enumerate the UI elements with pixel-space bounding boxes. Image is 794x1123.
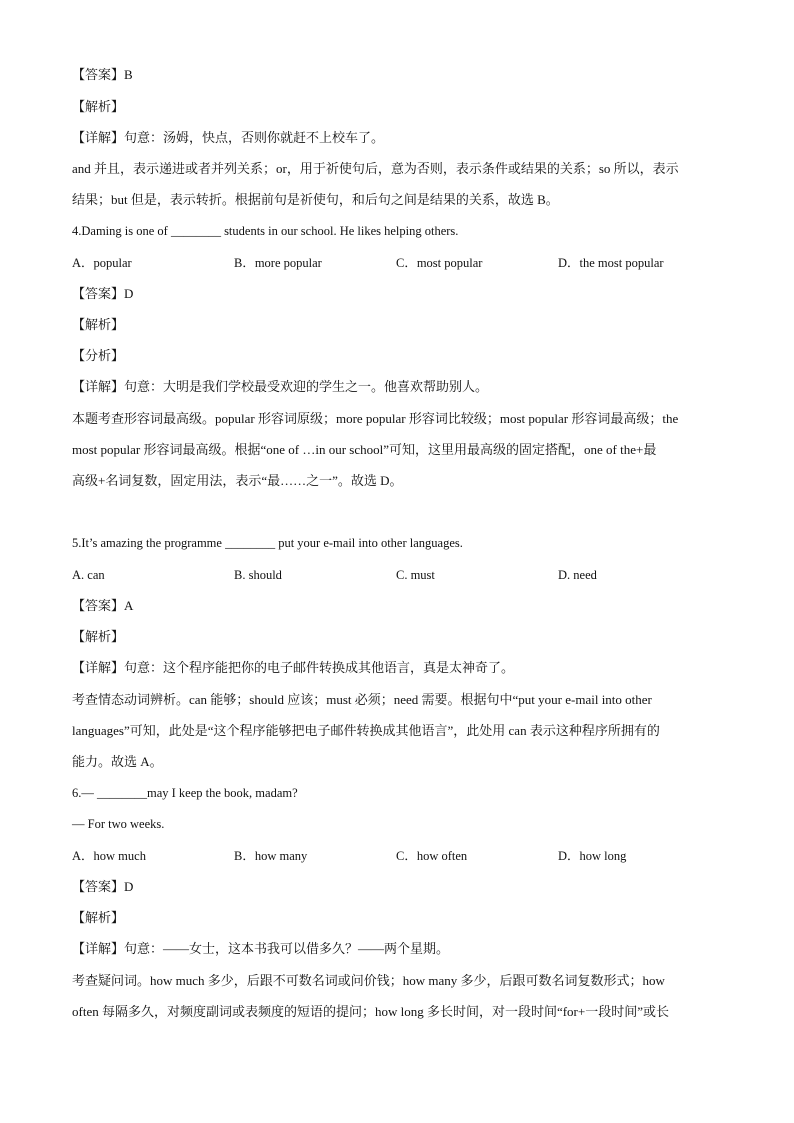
- q3-explanation-line-1: and 并且，表示递进或者并列关系；or，用于祈使句后，意为否则，表示条件或结果的关系；so 所以，表示: [72, 161, 679, 176]
- q6-option-d: D．how long: [558, 849, 627, 863]
- q5-explanation-line-2: languages”可知，此处是“这个程序能够把电子邮件转换成其他语言”，此处用 can 表示这种程序所拥有的: [72, 723, 660, 738]
- q5-explanation-line-1: 考查情态动词辨析。can 能够；should 应该；must 必须；need 需要。根据句中“put your e-mail into other: [72, 692, 652, 707]
- q4-option-a: A．popular: [72, 256, 132, 270]
- q5-option-d: D. need: [558, 568, 597, 582]
- q4-explanation-line-3: 高级+名词复数，固定用法，表示“最……之一”。故选 D。: [72, 473, 403, 488]
- q5-analysis-heading: 【解析】: [72, 629, 125, 644]
- q6-option-b: B．how many: [234, 849, 308, 863]
- q4-option-c: C．most popular: [396, 256, 483, 270]
- q6-stem: 6.— ________may I keep the book, madam?: [72, 786, 298, 800]
- q4-option-d: D．the most popular: [558, 256, 664, 270]
- q6-option-c: C．how often: [396, 849, 468, 863]
- q5-option-b: B. should: [234, 568, 282, 582]
- q4-explanation-line-2: most popular 形容词最高级。根据“one of …in our school”可知，这里用最高级的固定搭配，one of the+最: [72, 442, 657, 457]
- q6-explanation-line-2: often 每隔多久，对频度副词或表频度的短语的提问；how long 多长时间，对一段时间“for+一段时间”或长: [72, 1004, 669, 1019]
- q5-option-a: A. can: [72, 568, 105, 582]
- q6-reply: — For two weeks.: [72, 817, 165, 831]
- q5-option-c: C. must: [396, 568, 435, 582]
- q4-explanation-line-1: 本题考查形容词最高级。popular 形容词原级；more popular 形容词比较级；most popular 形容词最高级；the: [72, 411, 679, 426]
- q5-detail: 【详解】句意：这个程序能把你的电子邮件转换成其他语言，真是太神奇了。: [72, 660, 515, 675]
- q3-analysis-heading: 【解析】: [72, 99, 125, 114]
- q4-option-b: B．more popular: [234, 256, 322, 270]
- q5-stem: 5.It’s amazing the programme ________ put your e-mail into other languages.: [72, 536, 463, 550]
- q6-analysis-heading: 【解析】: [72, 910, 125, 925]
- q6-option-a: A．how much: [72, 849, 146, 863]
- q5-answer: 【答案】A: [72, 598, 134, 613]
- q6-answer: 【答案】D: [72, 879, 134, 894]
- q3-detail: 【详解】句意：汤姆，快点，否则你就赶不上校车了。: [72, 130, 385, 145]
- q4-analysis-heading: 【解析】: [72, 317, 125, 332]
- q3-explanation-line-2: 结果；but 但是，表示转折。根据前句是祈使句，和后句之间是结果的关系，故选 B。: [72, 192, 559, 207]
- q4-answer: 【答案】D: [72, 286, 134, 301]
- q4-detail: 【详解】句意：大明是我们学校最受欢迎的学生之一。他喜欢帮助别人。: [72, 379, 489, 394]
- q5-explanation-line-3: 能力。故选 A。: [72, 754, 163, 769]
- q3-answer: 【答案】B: [72, 67, 133, 82]
- q4-fenxi-heading: 【分析】: [72, 348, 125, 363]
- q6-explanation-line-1: 考查疑问词。how much 多少，后跟不可数名词或问价钱；how many 多少，后跟可数名词复数形式；how: [72, 973, 665, 988]
- q6-detail: 【详解】句意：——女士，这本书我可以借多久？——两个星期。: [72, 941, 450, 956]
- q4-stem: 4.Daming is one of ________ students in our school. He likes helping others.: [72, 224, 459, 238]
